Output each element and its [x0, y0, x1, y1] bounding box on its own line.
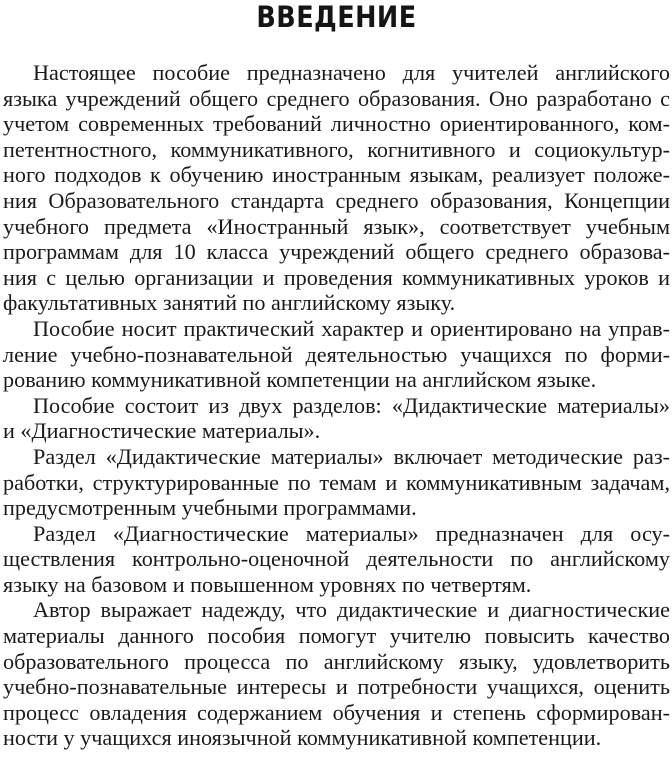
paragraph	[3, 444, 670, 521]
text-line: языка учреждений общего среднего образования. Оно разработано с	[3, 85, 670, 111]
text-line: ление учебно-познавательной деятельностью учащихся по форми-	[3, 341, 670, 367]
text-line: учебного предмета «Иностранный язык», соответствует учебным	[3, 213, 670, 239]
text-line: предусмотренным учебными программами.	[3, 495, 417, 521]
paragraph	[3, 521, 670, 598]
paragraph	[3, 393, 670, 444]
text-line: Настоящее пособие предназначено для учителей английского	[33, 60, 670, 85]
text-line: программам для 10 класса учреждений общего среднего образова-	[3, 239, 670, 265]
paragraph	[3, 316, 670, 393]
text-line: Пособие состоит из двух разделов: «Дидактические материалы»	[33, 392, 670, 418]
text-line: рованию коммуникативной компетенции на английском языке.	[3, 367, 597, 393]
text-line: Пособие носит практический характер и ориентировано на управ-	[33, 315, 670, 341]
text-line: материалы данного пособия помогут учителю повысить качество	[3, 623, 670, 649]
text-line: процесс овладения содержанием обучения и степень сформирован-	[3, 699, 670, 725]
paragraph	[3, 597, 670, 751]
text-line: факультативных занятий по английскому языку.	[3, 290, 456, 316]
text-line: Раздел «Дидактические материалы» включает методические раз-	[33, 443, 670, 469]
text-line: Раздел «Диагностические материалы» предназначен для осу-	[33, 520, 670, 546]
text-line: ного подходов к обучению иностранным языкам, реализует положе-	[3, 162, 670, 188]
document-body	[3, 60, 670, 751]
text-line: петентностного, коммуникативного, когнитивного и социокультур-	[3, 136, 670, 162]
paragraph	[3, 60, 670, 316]
text-line: ности у учащихся иноязычной коммуникативной компетенции.	[3, 725, 602, 751]
text-line: учетом современных требований личностно ориентированного, ком-	[3, 111, 670, 137]
text-line: и «Диагностические материалы».	[3, 418, 321, 444]
text-line: Автор выражает надежду, что дидактические и диагностические	[33, 597, 670, 623]
text-line: учебно-познавательные интересы и потребности учащихся, оценить	[3, 674, 670, 700]
text-line: образовательного процесса по английскому языку, удовлетворить	[3, 648, 670, 674]
text-line: ществления контрольно-оценочной деятельности по английскому	[3, 546, 670, 572]
text-line: ния с целью организации и проведения коммуникативных уроков и	[3, 264, 670, 290]
text-line: работки, структурированные по темам и коммуникативным задачам,	[3, 469, 670, 495]
text-line: ния Образовательного стандарта среднего образования, Концепции	[3, 187, 670, 213]
text-line: языку на базовом и повышенном уровнях по четвертям.	[3, 571, 532, 597]
page-title: ВВЕДЕНИЕ	[256, 0, 417, 34]
